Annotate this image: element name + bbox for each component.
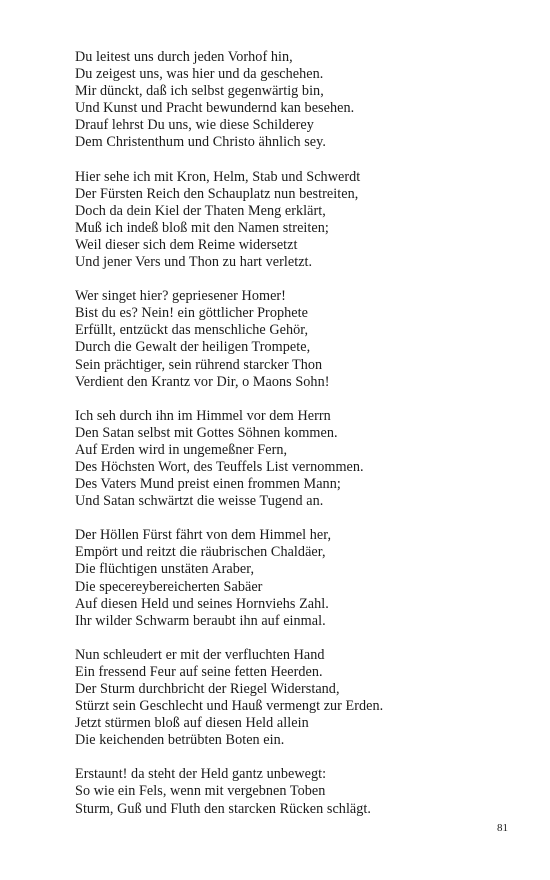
stanza-3	[75, 288, 515, 391]
verse-line: Und Satan schwärtzt die weisse Tugend an.	[75, 493, 324, 510]
verse-line: Erfüllt, entzückt das menschliche Gehör,	[75, 322, 309, 339]
verse-line: Durch die Gewalt der heiligen Trompete,	[75, 339, 311, 356]
verse-line: Die flüchtigen unstäten Araber,	[75, 561, 255, 578]
stanza-5	[75, 527, 515, 630]
verse-line: Wer singet hier? gepriesener Homer!	[75, 288, 286, 305]
verse-line: Der Fürsten Reich den Schauplatz nun bestreiten,	[75, 185, 359, 202]
stanza-6	[75, 647, 515, 750]
verse-line: Empört und reitzt die räubrischen Chaldäer,	[75, 544, 326, 561]
verse-line: Dem Christenthum und Christo ähnlich sey.	[75, 134, 326, 151]
verse-line: Ich seh durch ihn im Himmel vor dem Herrn	[75, 407, 331, 424]
verse-line: Die specereybereicherten Sabäer	[75, 578, 263, 595]
poem-body	[75, 49, 515, 835]
verse-line: Des Vaters Mund preist einen frommen Mann;	[75, 476, 341, 493]
verse-line: Du zeigest uns, was hier und da geschehen.	[75, 66, 324, 83]
verse-line: Drauf lehrst Du uns, wie diese Schilderey	[75, 117, 314, 134]
page-number: 81	[497, 822, 508, 834]
verse-line: Weil dieser sich dem Reime widersetzt	[75, 236, 298, 253]
verse-line: Auf diesen Held und seines Hornviehs Zahl.	[75, 595, 329, 612]
verse-line: Jetzt stürmen bloß auf diesen Held allein	[75, 715, 309, 732]
verse-line: Stürzt sein Geschlecht und Hauß vermengt zur Erden.	[75, 698, 384, 715]
verse-line: Doch da dein Kiel der Thaten Meng erklärt,	[75, 202, 326, 219]
verse-line: Ein fressend Feur auf seine fetten Heerden.	[75, 663, 323, 680]
verse-line: So wie ein Fels, wenn mit vergebnen Toben	[75, 783, 326, 800]
verse-line: Den Satan selbst mit Gottes Söhnen kommen.	[75, 424, 338, 441]
verse-line: Mir dünckt, daß ich selbst gegenwärtig bin,	[75, 83, 324, 100]
stanza-1	[75, 49, 515, 152]
verse-line: Ihr wilder Schwarm beraubt ihn auf einmal.	[75, 612, 326, 629]
stanza-2	[75, 169, 515, 272]
verse-line: Sturm, Guß und Fluth den starcken Rücken schlägt.	[75, 800, 372, 817]
verse-line: Auf Erden wird in ungemeßner Fern,	[75, 441, 288, 458]
verse-line: Die keichenden betrübten Boten ein.	[75, 732, 285, 749]
verse-line: Du leitest uns durch jeden Vorhof hin,	[75, 49, 293, 65]
verse-line: Des Höchsten Wort, des Teuffels List vernommen.	[75, 458, 364, 475]
stanza-4	[75, 408, 515, 511]
verse-line: Der Sturm durchbricht der Riegel Widerstand,	[75, 681, 340, 697]
verse-line: Sein prächtiger, sein rührend starcker Thon	[75, 356, 323, 373]
verse-line: Und jener Vers und Thon zu hart verletzt.	[75, 254, 313, 271]
verse-line: Und Kunst und Pracht bewundernd kan besehen.	[75, 100, 355, 117]
verse-line: Bist du es? Nein! ein göttlicher Prophete	[75, 305, 308, 322]
verse-line: Muß ich indeß bloß mit den Namen streiten;	[75, 219, 329, 236]
verse-line: Erstaunt! da steht der Held gantz unbewegt:	[75, 766, 327, 783]
verse-line: Nun schleudert er mit der verfluchten Hand	[75, 646, 325, 663]
verse-line: Hier sehe ich mit Kron, Helm, Stab und Schwerdt	[75, 168, 361, 185]
verse-line: Verdient den Krantz vor Dir, o Maons Sohn!	[75, 373, 330, 390]
verse-line: Der Höllen Fürst fährt von dem Himmel her,	[75, 527, 332, 544]
stanza-7	[75, 766, 515, 817]
